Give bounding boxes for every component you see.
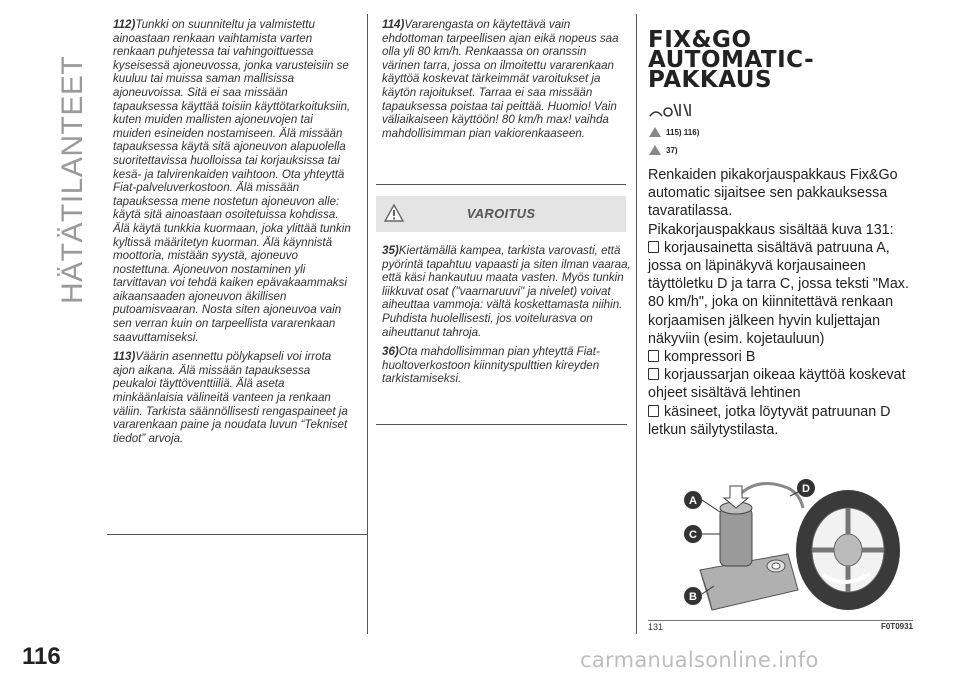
heading-line: PAKKAUS bbox=[648, 67, 773, 93]
tire-icon bbox=[796, 490, 900, 610]
warning-header bbox=[376, 196, 626, 232]
checkbox-bullet-icon bbox=[648, 350, 659, 362]
heading-line: FIX&GO bbox=[648, 27, 752, 53]
notes-box-2 bbox=[376, 14, 626, 146]
intro-paragraph: Pikakorjauspakkaus sisältää kuva 131: bbox=[648, 221, 894, 238]
warning-note-36 bbox=[382, 345, 632, 386]
section-fixgo bbox=[648, 27, 913, 439]
figure-code: F0T0931 bbox=[880, 622, 913, 631]
note-number: 113) bbox=[113, 350, 136, 364]
note-number: 36) bbox=[382, 345, 399, 359]
note-112 bbox=[113, 18, 351, 344]
caption-rule bbox=[648, 620, 913, 621]
note-113 bbox=[113, 350, 351, 445]
reference-row bbox=[648, 126, 913, 138]
vehicle-version-icon bbox=[648, 100, 696, 120]
label-c-text: C bbox=[689, 529, 697, 541]
chapter-side-title bbox=[52, 55, 98, 304]
notes-list bbox=[107, 14, 357, 445]
page-number: 116 bbox=[22, 643, 61, 670]
note-number: 114) bbox=[382, 18, 405, 31]
note-text: Vararengasta on käytettävä vain ehdottoman tarpeellisen ajan eikä nopeus saa olla yli 80 km/h. Renkaassa on oranssin värinen tarra, jossa on ilmoitettu vararenkaan käyttöä koskevat tärkeimmät varoitukset ja käytön rajoitukset. Tarraa ei saa missään tapauksessa poistaa tai peittää. Huomio! Vain väliaikaiseen käyttöön! 80 km/h max! vaihda mahdollisimman pian vakiorenkaaseen. bbox=[382, 18, 619, 140]
reference-row bbox=[648, 144, 913, 156]
note-number: 35) bbox=[382, 244, 399, 257]
caution-triangle-icon bbox=[648, 144, 662, 156]
label-a bbox=[684, 491, 702, 509]
heading-line: AUTOMATIC- bbox=[648, 47, 815, 73]
notes-box-bottom bbox=[107, 534, 368, 535]
warning-note-35 bbox=[382, 244, 632, 339]
sealant-cartridge-icon bbox=[720, 486, 752, 566]
notes-box-1 bbox=[107, 14, 357, 534]
notes-box-bottom bbox=[376, 424, 627, 425]
section-body bbox=[648, 166, 913, 439]
watermark: carmanualsonline.info bbox=[580, 648, 819, 672]
list-item bbox=[648, 366, 913, 402]
checkbox-bullet-icon bbox=[648, 405, 659, 417]
list-item-text: korjausainetta sisältävä patruuna A, jossa on läpinäkyvä korjausaineen täyttöletku D ja tarra C, jossa teksti "Max. 80 km/h", joka on kiinnitettävä renkaan korjaamisen jälkeen hyvin kuljettajan näkyviin (esim. kojetauluun) bbox=[648, 239, 909, 347]
note-number: 112) bbox=[113, 18, 136, 31]
note-text: Ota mahdollisimman pian yhteyttä Fiat-huoltoverkostoon kiinnityspulttien kireyden tarkistamiseksi. bbox=[382, 345, 600, 386]
reference-text: 37) bbox=[666, 145, 678, 155]
label-b bbox=[684, 587, 702, 605]
note-text: Väärin asennettu pölykapseli voi irrota ajon aikana. Älä missään tapauksessa peukaloi täyttöventtiiliä. Älä aseta minkäänlaisia välineitä vanteen ja renkaan väliin. Tarkista säännöllisesti rengaspaineet ja vararenkaan paine ja noudata luvun “Tekniset tiedot” arvoja. bbox=[113, 350, 348, 445]
label-d-text: D bbox=[802, 483, 810, 495]
label-b-text: B bbox=[689, 591, 697, 603]
note-text: Tunkki on suunniteltu ja valmistettu ainoastaan renkaan vaihtamista varten renkaan puhjetessa tai vahingoittuessa kyseisessä ajoneuvossa, jonka varusteisiin se kuuluu tai muissa saman mallisissa ajoneuvoissa. Sitä ei saa missään tapauksessa käyttää toisiin käyttötarkoituksiin, kuten muiden mallisten ajoneuvojen tai muiden esineiden nostamiseen. Älä missään tapauksessa käytä sitä ajoneuvon alapuolella suoritettavissa huolloissa tai korjauksissa tai kesä- ja talvirenkaiden vaihtoon. Ota yhteyttä Fiat-palveluverkostoon. Älä missään tapauksessa mene nostetun ajoneuvon alle: käytä sitä ainoastaan osoitetuissa kohdissa. Älä käytä tunkkia kuormaan, joka ylittää tunkin kyltissä määritetyn kuorman. Älä käynnistä moottoria, mistään syystä, ajoneuvo nostettuna. Ajoneuvon nostaminen yli tarvittavan voi tehdä kaiken epävakaammaksi aikaansaaden ajoneuvon äkillisen putoamisvaaran. Nosta siten ajoneuvoa vain sen verran kuin on tarpeellista vararenkaan saavuttamiseksi. bbox=[113, 18, 351, 344]
warning-triangle-icon bbox=[648, 126, 662, 138]
reference-text: 115) 116) bbox=[666, 127, 700, 137]
section-heading bbox=[648, 27, 913, 93]
figure-caption bbox=[648, 622, 913, 632]
repair-kit-illustration bbox=[648, 462, 913, 632]
checkbox-bullet-icon bbox=[648, 368, 659, 380]
list-item-text: kompressori B bbox=[664, 349, 756, 366]
label-d bbox=[797, 479, 815, 497]
equipment-icons bbox=[648, 100, 913, 120]
list-item-text: käsineet, jotka löytyvät patruunan D letkun säilytystilasta. bbox=[648, 403, 891, 438]
column-divider bbox=[367, 14, 368, 634]
notes-list bbox=[376, 14, 626, 140]
checkbox-bullet-icon bbox=[648, 241, 659, 253]
note-114 bbox=[382, 18, 620, 140]
warning-notes bbox=[376, 240, 638, 392]
list-item bbox=[648, 403, 913, 439]
list-item-text: korjaussarjan oikeaa käyttöä koskevat ohjeet sisältävä lehtinen bbox=[648, 367, 906, 402]
figure-number: 131 bbox=[648, 622, 664, 632]
list-item bbox=[648, 348, 913, 366]
label-a-text: A bbox=[689, 495, 697, 507]
intro-paragraph: Renkaiden pikakorjauspakkaus Fix&Go automatic sijaitsee sen pakkauksessa tavaratilassa. bbox=[648, 167, 898, 220]
warning-label: VAROITUS bbox=[466, 206, 536, 221]
label-c bbox=[684, 525, 702, 543]
chapter-title-text: HÄTÄTILANTEET bbox=[56, 55, 89, 304]
divider bbox=[376, 184, 626, 185]
note-text: Kiertämällä kampea, tarkista varovasti, että pyörintä tapahtuu vapaasti ja siten ilman vaaraa, että käsi hankautuu maata vasten. Myös tunkin liikkuvat osat ("vaarnaruuvi" ja nivelet) voivat aiheuttaa vammoja: vältä koskettamasta niihin. Puhdista huolellisesti, jos voitelurasva on aiheuttanut tahroja. bbox=[382, 244, 631, 339]
list-item bbox=[648, 239, 913, 348]
